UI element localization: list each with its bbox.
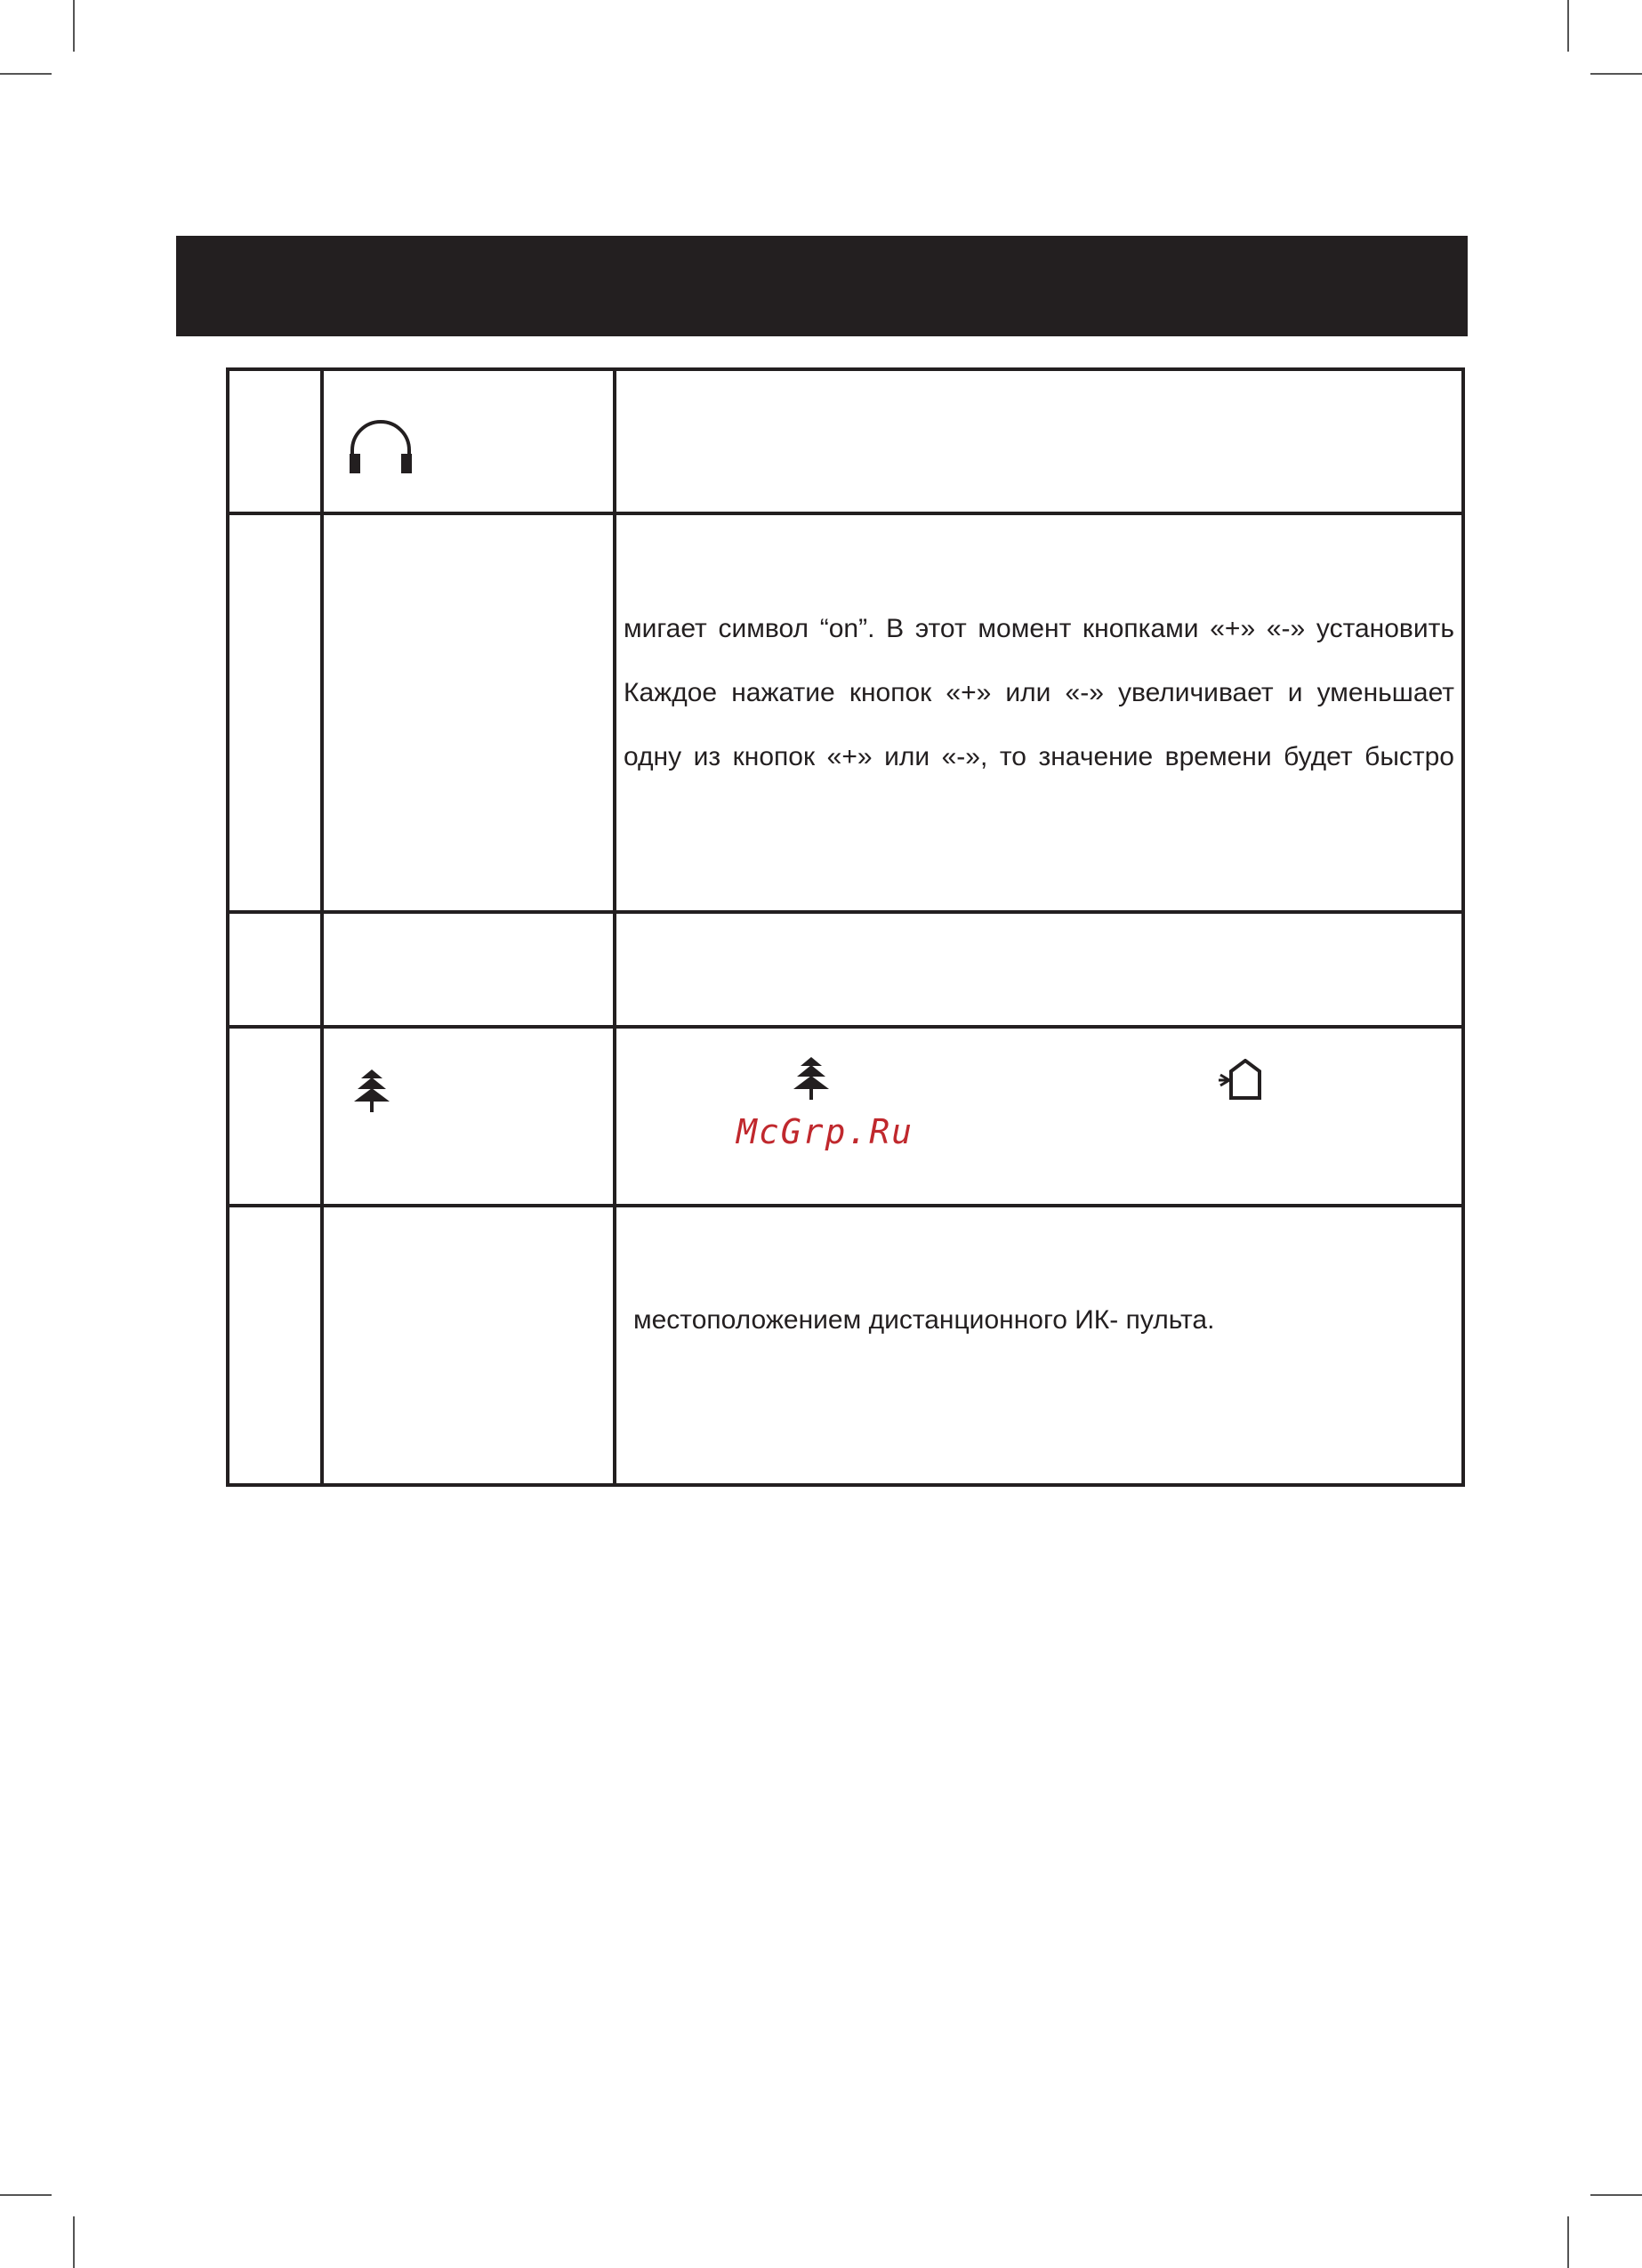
row-5-line: местоположением дистанционного ИК- пульта.	[633, 1305, 1215, 1335]
watermark: McGrp.Ru	[736, 1112, 914, 1151]
row-2-line: мигает символ “on”. В этот момент кнопками «+» «-» установить	[624, 614, 1454, 643]
row-divider	[226, 1204, 1465, 1207]
fresh-air-tree-icon	[352, 1069, 391, 1112]
row-divider	[226, 1025, 1465, 1029]
table-border	[1461, 367, 1465, 1487]
table-border	[226, 367, 1465, 371]
house-recirculation-icon	[1219, 1059, 1261, 1100]
table-border	[226, 1483, 1465, 1487]
row-divider	[226, 512, 1465, 515]
row-2-line: Каждое нажатие кнопок «+» или «-» увеличивает и уменьшает	[624, 678, 1454, 707]
row-divider	[226, 910, 1465, 914]
table-border	[226, 367, 229, 1487]
column-divider	[320, 367, 324, 1487]
column-divider	[613, 367, 616, 1487]
row-2-line: одну из кнопок «+» или «-», то значение времени будет быстро	[624, 742, 1454, 771]
headphones-icon	[347, 418, 415, 475]
fresh-air-tree-icon	[792, 1057, 831, 1100]
